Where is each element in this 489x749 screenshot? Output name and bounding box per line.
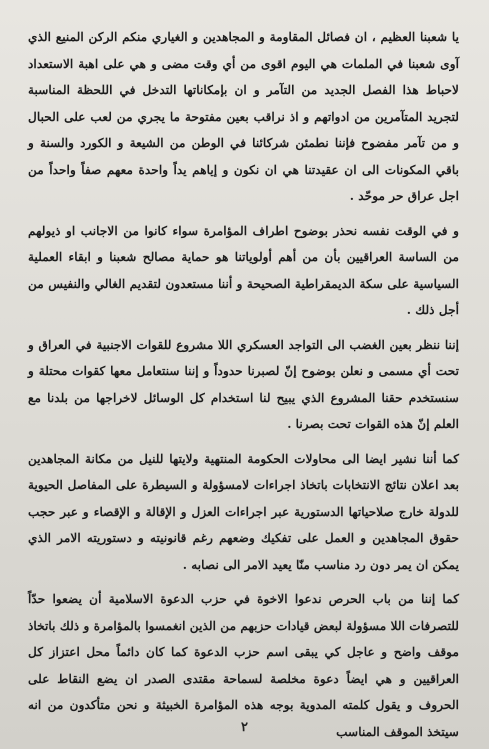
paragraph-3: إننا ننظر بعين الغضب الى التواجد العسكري اللا مشروع للقوات الاجنبية في العراق و تحت أي مسمى و نعلن بوضوح إنّ لصبرنا حدوداً و إننا سنتعامل معها كقوات محتلة و سنستخدم حقنا المشروع الذي يبيح لنا استخدام كل الوسائل لاخراجها من بلدنا مع العلم إنّ هذه القوات تحت بصرنا . [28,337,459,431]
paragraph-4: كما أننا نشير ايضا الى محاولات الحكومة المنتهية ولايتها للنيل من مكانة المجاهدين بعد اعلان نتائج الانتخابات باتخاذ اجراءات لامسؤولة و السيطرة على المفاصل الحيوية للدولة خارج صلاحياتها الدستورية عبر اجراءات العزل و الإقالة و الإقصاء و عبر حجب حقوق المجاهدين و العمل على تفكيك وضعهم رغم قانونيته و دستوريته الامر الذي يمكن ان يمر دون رد مناسب منّا يعيد الامر الى نصابه . [28,451,459,572]
paragraph-5: كما إننا من باب الحرص ندعوا الاخوة في حزب الدعوة الاسلامية أن يضعوا حدّاً للتصرفات اللا مسؤولة لبعض قيادات حزبهم من الذين انغمسوا بالمؤامرة و ذلك باتخاذ موقف واضح و عاجل كي يبقى اسم حزب الدعوة كما كان دائماً محل اعتزاز كل العراقيين و هي ايضاً دعوة مخلصة لسماحة مقتدى الصدر ان يضع النقاط على الحروف و يقول كلمته المدوية بوجه هذه المؤامرة الخبيثة و نحن متأكدون من انه سيتخذ الموقف المناسب [28,592,459,739]
paragraph-1: يا شعبنا العظيم ، ان فصائل المقاومة و المجاهدين و الغياري منكم الركن المنيع الذي آوى شعبنا في الملمات هي اليوم اقوى من أي وقت مضى و هي على اهبة الاستعداد لاحباط هذا الفصل الجديد من التآمر و ان بإمكاناتها التدخل في اللحظة المناسبة لتجريد المتآمرين من ادواتهم و اذ نراقب بعين مفتوحة ما يجري من لعب على الحبال و من تآمر مفضوح فإننا نطمئن شركائنا في الوطن من الشيعة و الكورد والسنة و باقي المكونات الى ان عقيدتنا هي ان نكون و إياهم يداً واحدة معهم صفاً واحداً من اجل عراق حر موحّد . [28,30,459,203]
paragraph-2: و في الوقت نفسه نحذر بوضوح اطراف المؤامرة سواء كانوا من الاجانب او ذيولهم من الساسة العراقيين بأن من أهم أولوياتنا هو حماية مصالح شعبنا و ابقاء العملية السياسية على سكة الديمقراطية الصحيحة و أننا مستعدون لتقديم الغالي والنفيس من أجل ذلك . [28,223,459,317]
page-number: ٢ [241,720,248,735]
